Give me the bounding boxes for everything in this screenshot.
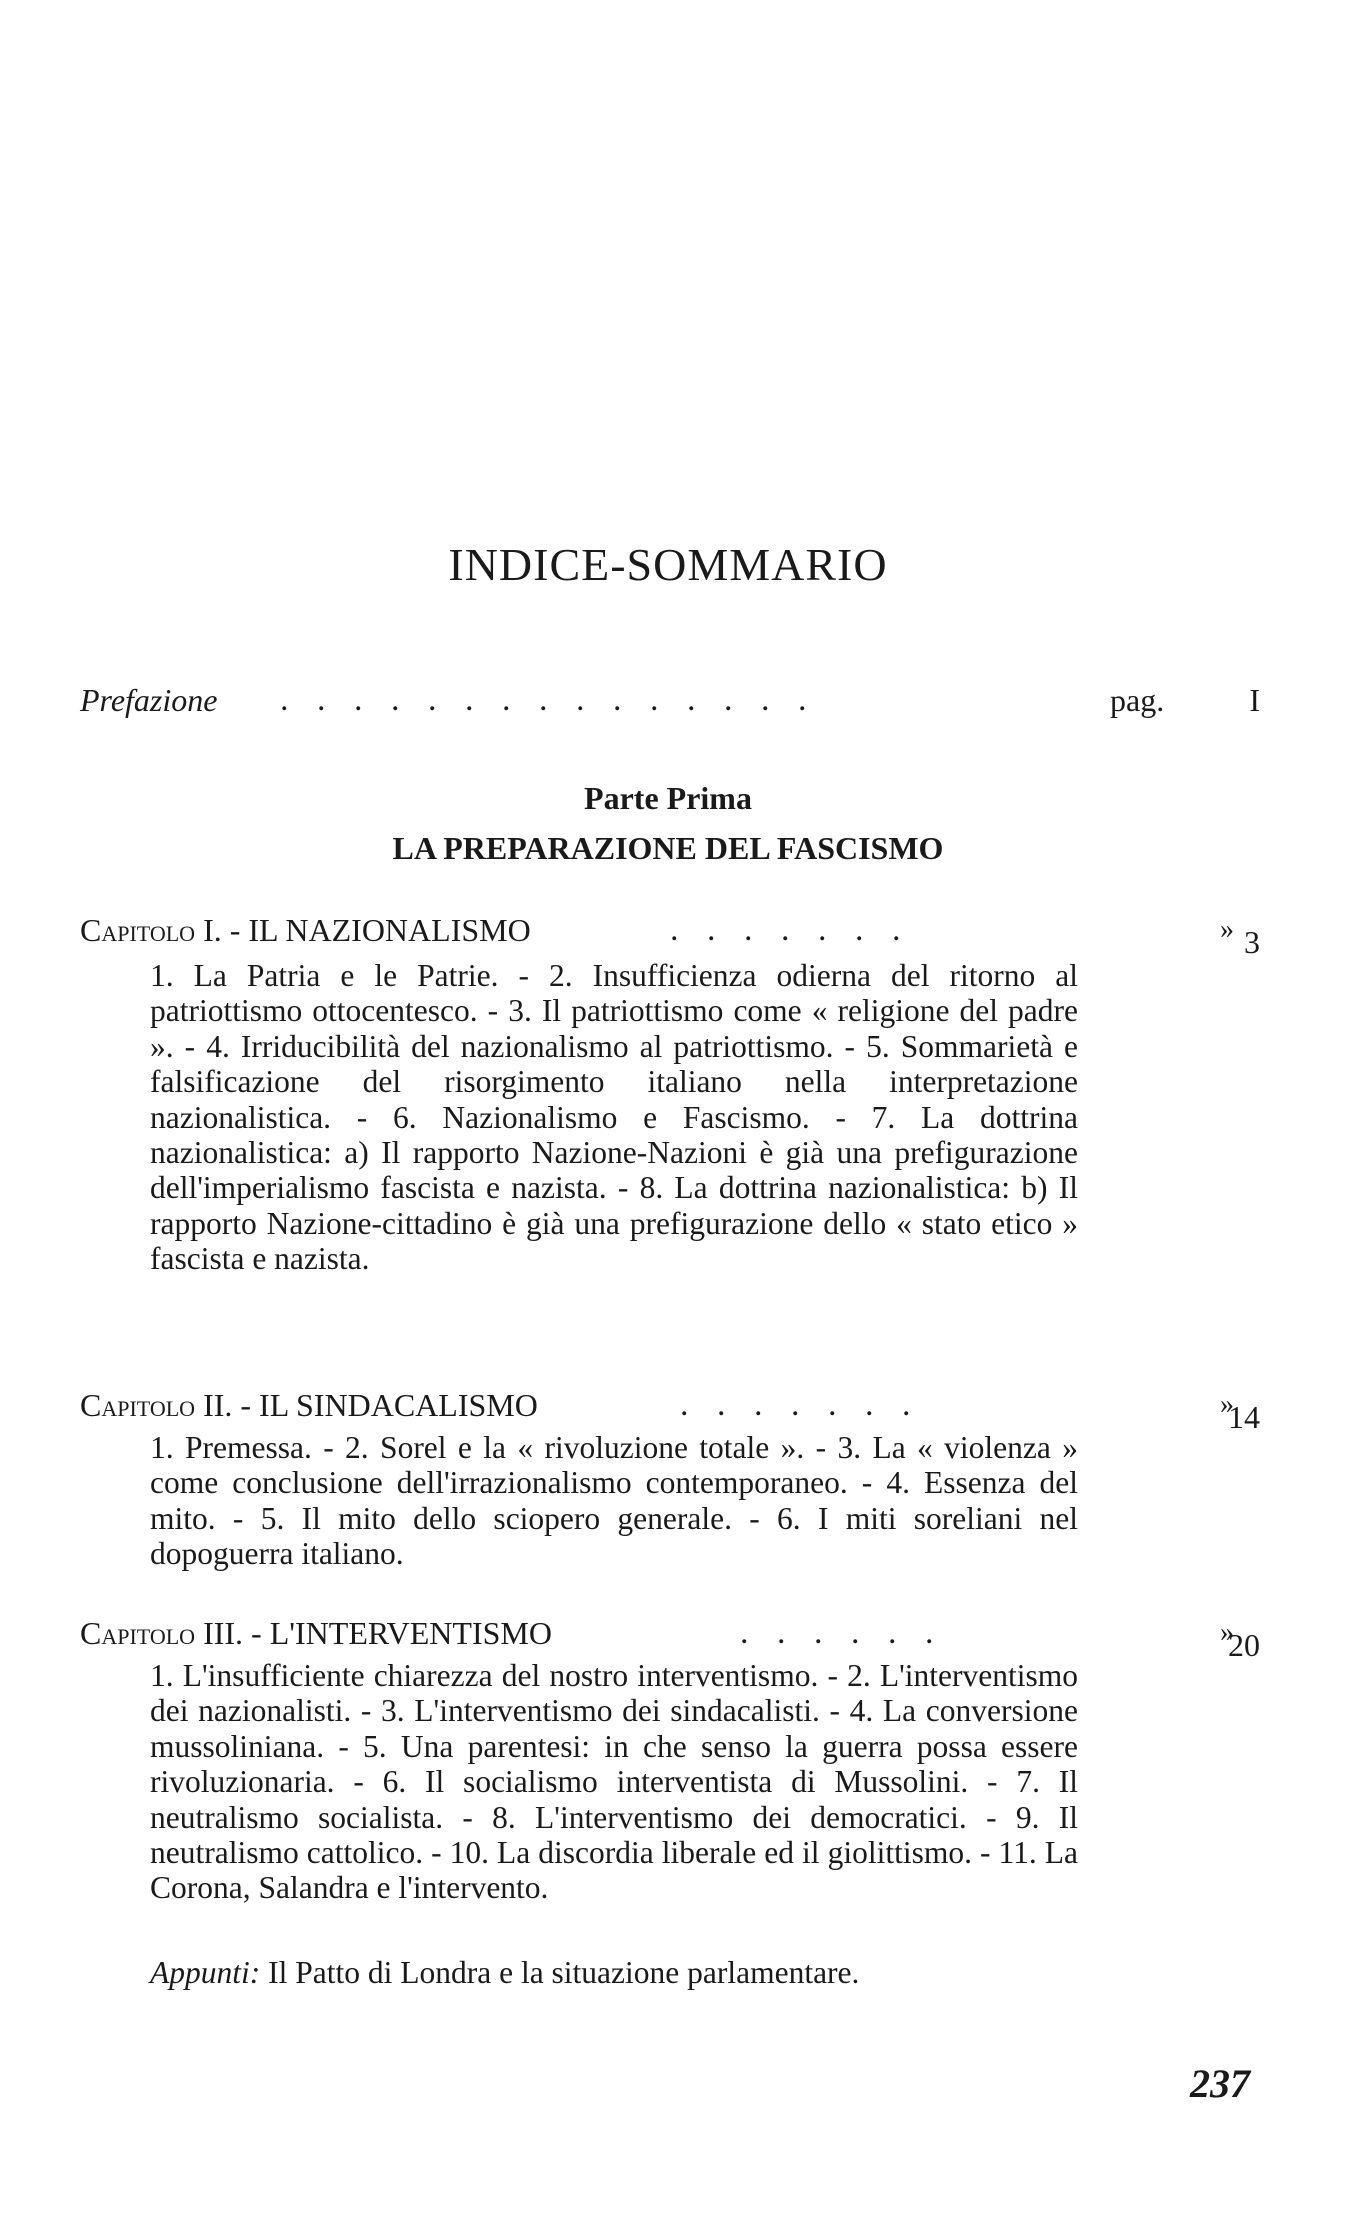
chapter-heading [80, 1380, 1260, 1435]
page-number: 20 [1228, 1627, 1260, 1663]
page-number: 14 [1228, 1399, 1260, 1435]
ditto-mark: » [1220, 1389, 1234, 1420]
page-number: I [1249, 682, 1260, 718]
chapter-title: II. - IL SINDACALISMO [203, 1387, 538, 1423]
chapter-prefix: Capitolo [80, 1387, 196, 1423]
chapter-heading [80, 1608, 1260, 1663]
part-title: LA PREPARAZIONE DEL FASCISMO [392, 830, 944, 866]
appunti-text: Il Patto di Londra e la situazione parlamentare. [268, 1955, 860, 1990]
chapter-title: I. - IL NAZIONALISMO [203, 912, 531, 948]
leader-dots: . . . . . . . [670, 911, 911, 948]
part-kicker: Parte Prima [584, 780, 752, 816]
chapter-prefix: Capitolo [80, 1615, 196, 1651]
leader-dots: . . . . . . [740, 1614, 944, 1651]
appunti-note [150, 1955, 1110, 1991]
folio-page-number: 237 [1190, 2061, 1250, 2106]
toc-entry-preface [80, 675, 1260, 725]
chapter-prefix: Capitolo [80, 912, 196, 948]
page-number: 3 [1244, 924, 1260, 960]
page-title: INDICE-SOMMARIO [448, 539, 888, 590]
ditto-mark: » [1220, 1617, 1234, 1648]
ditto-mark: » [1220, 914, 1234, 945]
page-word: pag. [1110, 682, 1165, 718]
chapter-title: III. - L'INTERVENTISMO [203, 1615, 552, 1651]
preface-label: Prefazione [80, 682, 218, 718]
chapter-heading [80, 905, 1260, 960]
chapter-summary: 1. La Patria e le Patrie. - 2. Insufficienza odierna del ritorno al patriottismo ottocentesco. - 3. Il patriottismo come « religione del padre ». - 4. Irriducibilità del nazionalismo al patriottismo. - 5. Sommarietà e falsificazione del risorgimento italiano nella interpretazione nazionalistica. - 6. Nazionalismo e Fascismo. - 7. La dottrina nazionalistica: a) Il rapporto Nazione-Nazioni è già una prefigurazione dell'imperialismo fascista e nazista. - 8. La dottrina nazionalistica: b) Il rapporto Nazione-cittadino è già una prefigurazione dello « stato etico » fascista e nazista. [150, 958, 1078, 1277]
chapter-summary: 1. L'insufficiente chiarezza del nostro interventismo. - 2. L'interventismo dei nazionalisti. - 3. L'interventismo dei sindacalisti. - 4. La conversione mussoliniana. - 5. Una parentesi: in che senso la guerra possa essere rivoluzionaria. - 6. Il socialismo interventista di Mussolini. - 7. Il neutralismo socialista. - 8. L'interventismo dei democratici. - 9. Il neutralismo cattolico. - 10. La discordia liberale ed il giolittismo. - 11. La Corona, Salandra e l'intervento. [150, 1658, 1078, 1906]
leader-dots: . . . . . . . . . . . . . . . [280, 681, 817, 718]
chapter-summary: 1. Premessa. - 2. Sorel e la « rivoluzione totale ». - 3. La « violenza » come conclusione dell'irrazionalismo contemporaneo. - 4. Essenza del mito. - 5. Il mito dello sciopero generale. - 6. I miti soreliani nel dopoguerra italiano. [150, 1430, 1078, 1572]
appunti-label: Appunti: [150, 1955, 261, 1990]
leader-dots: . . . . . . . [680, 1386, 921, 1423]
